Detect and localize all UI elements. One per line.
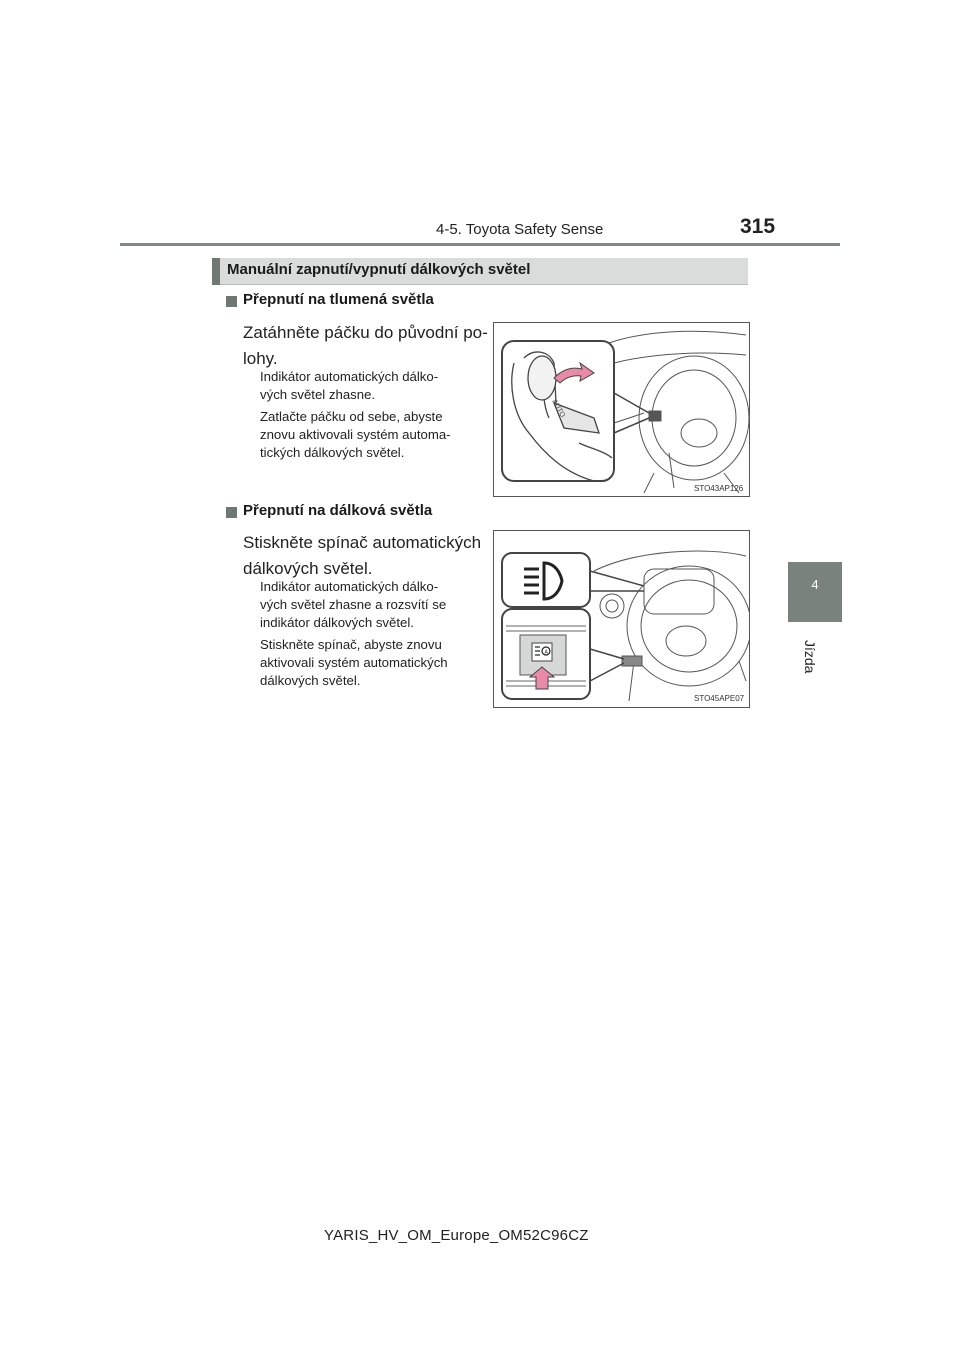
page-number: 315	[740, 215, 776, 238]
section-title: Manuální zapnutí/vypnutí dálkových světel	[227, 261, 531, 278]
headlight-lever-pull-illustration-icon	[494, 323, 749, 496]
note-low-beam-1	[260, 368, 488, 404]
document-id: YARIS_HV_OM_Europe_OM52C96CZ	[324, 1227, 589, 1244]
chapter-label	[790, 640, 840, 680]
figure-code: STO43AP126	[694, 484, 744, 493]
note-line: vých světel zhasne a rozsvítí se	[260, 597, 447, 612]
subheading-low-beam: Přepnutí na tlumená světla	[243, 291, 434, 308]
section-heading-accent	[212, 258, 220, 285]
note-high-beam-2	[260, 636, 488, 690]
note-line: Indikátor automatických dálko-	[260, 579, 439, 594]
figure-code: STO45APE07	[694, 694, 745, 703]
note-line: znovu aktivovali systém automa-	[260, 427, 451, 442]
note-line: Stiskněte spínač, abyste znovu	[260, 637, 442, 652]
note-line: vých světel zhasne.	[260, 387, 376, 402]
subheading-high-beam: Přepnutí na dálková světla	[243, 502, 433, 519]
running-header-section: 4-5. Toyota Safety Sense	[436, 221, 604, 238]
note-line: dálkových světel.	[260, 673, 361, 688]
figure-high-beam-switch	[493, 530, 750, 708]
chapter-tab-rule	[788, 620, 842, 622]
instruction-line: Zatáhněte páčku do původní po-	[243, 323, 488, 342]
instruction-line: dálkových světel.	[243, 559, 373, 578]
subheading-marker-icon	[226, 507, 237, 518]
svg-text:AUTO: AUTO	[550, 398, 566, 419]
svg-text:A: A	[544, 649, 548, 656]
instruction-line: Stiskněte spínač automatických	[243, 533, 482, 552]
instruction-high-beam	[243, 530, 493, 582]
header-divider	[120, 243, 840, 246]
note-line: tických dálkových světel.	[260, 445, 405, 460]
auto-high-beam-switch-illustration-icon	[494, 531, 749, 707]
note-line: Indikátor automatických dálko-	[260, 369, 439, 384]
instruction-line: lohy.	[243, 349, 278, 368]
note-line: aktivovali systém automatických	[260, 655, 448, 670]
chapter-number: 4	[811, 577, 819, 592]
instruction-low-beam	[243, 320, 493, 372]
note-low-beam-2	[260, 408, 488, 462]
chapter-label-text: Jízda	[802, 640, 818, 674]
note-line: indikátor dálkových světel.	[260, 615, 414, 630]
subheading-marker-icon	[226, 296, 237, 307]
note-high-beam-1	[260, 578, 488, 632]
figure-lever-pull	[493, 322, 750, 497]
note-line: Zatlačte páčku od sebe, abyste	[260, 409, 443, 424]
